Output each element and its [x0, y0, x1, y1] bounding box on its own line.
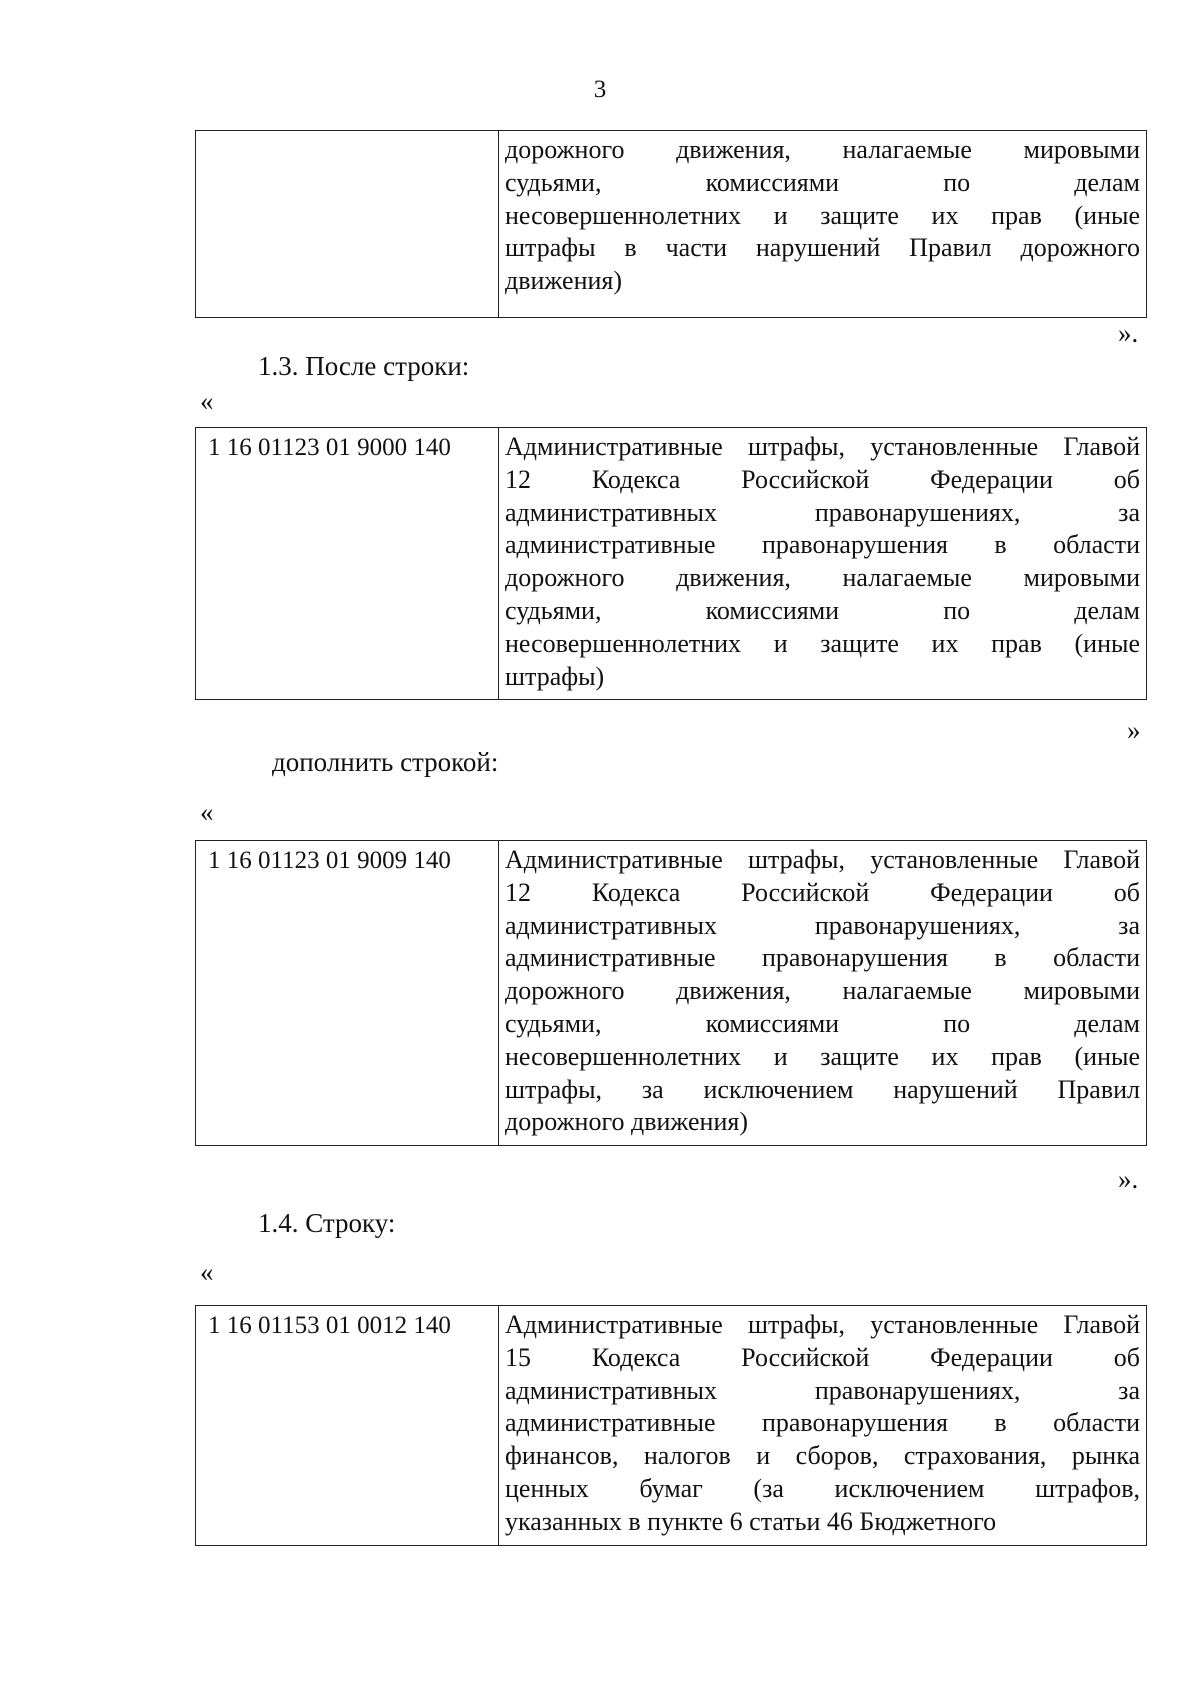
code-cell: 1 16 01153 01 0012 140	[196, 1306, 499, 1545]
supplement-text: дополнить строкой:	[272, 747, 499, 777]
opening-quote: «	[200, 797, 214, 827]
description-cell	[499, 841, 1146, 1145]
description-cell	[499, 1306, 1146, 1545]
description-line: административных правонарушениях, за	[505, 497, 1140, 527]
description-line: 15 Кодекса Российской Федерации об	[505, 1342, 1140, 1372]
description-line: несовершеннолетних и защите их прав (иные	[505, 200, 1140, 230]
description-line: административные правонарушения в области	[505, 943, 1140, 973]
description-line: судьями, комиссиями по делам	[505, 595, 1140, 625]
description-line: административных правонарушениях, за	[505, 1375, 1140, 1405]
description-line: несовершеннолетних и защите их прав (иные	[505, 628, 1140, 658]
description-line: указанных в пункте 6 статьи 46 Бюджетного	[505, 1506, 997, 1536]
description-line: несовершеннолетних и защите их прав (иные	[505, 1041, 1140, 1071]
page-number: 3	[593, 76, 607, 103]
description-line: дорожного движения, налагаемые мировыми	[505, 563, 1140, 593]
description-line: штрафы, за исключением нарушений Правил	[505, 1074, 1140, 1104]
table-row-9009	[195, 840, 1147, 1146]
description-line: дорожного движения, налагаемые мировыми	[505, 135, 1140, 164]
section-heading-1-4: 1.4. Строку:	[258, 1208, 396, 1238]
opening-quote: «	[200, 386, 214, 416]
description-line: Административные штрафы, установленные Главой	[505, 1310, 1140, 1339]
code-cell: 1 16 01123 01 9000 140	[196, 428, 499, 699]
description-line: административных правонарушениях, за	[505, 910, 1140, 940]
description-line: 12 Кодекса Российской Федерации об	[505, 464, 1140, 494]
code-cell	[196, 131, 499, 317]
table-continuation	[195, 130, 1147, 318]
description-line: ценных бумаг (за исключением штрафов,	[505, 1473, 1140, 1503]
description-line: дорожного движения)	[505, 1107, 749, 1137]
section-heading-1-3: 1.3. После строки:	[258, 351, 470, 381]
description-cell	[499, 428, 1146, 699]
closing-quote: »	[1127, 715, 1141, 745]
closing-quote: ».	[1118, 1164, 1139, 1194]
description-line: финансов, налогов и сборов, страхования, рынка	[505, 1441, 1140, 1471]
description-line: судьями, комиссиями по делам	[505, 1008, 1140, 1038]
description-cell	[499, 131, 1146, 317]
description-line: 12 Кодекса Российской Федерации об	[505, 877, 1140, 907]
description-line: штрафы в части нарушений Правил дорожного	[505, 233, 1140, 263]
closing-quote: ».	[1118, 318, 1139, 348]
description-line: штрафы)	[505, 661, 605, 691]
description-line: Административные штрафы, установленные Главой	[505, 432, 1140, 461]
description-line: Административные штрафы, установленные Главой	[505, 845, 1140, 874]
table-row-0012	[195, 1305, 1147, 1546]
description-line: административные правонарушения в области	[505, 1408, 1140, 1438]
description-line: дорожного движения, налагаемые мировыми	[505, 976, 1140, 1006]
description-line: движения)	[505, 266, 623, 296]
description-line: административные правонарушения в области	[505, 530, 1140, 560]
table-row-9000	[195, 427, 1147, 700]
code-cell: 1 16 01123 01 9009 140	[196, 841, 499, 1145]
opening-quote: «	[200, 1257, 214, 1287]
description-line: судьями, комиссиями по делам	[505, 167, 1140, 197]
